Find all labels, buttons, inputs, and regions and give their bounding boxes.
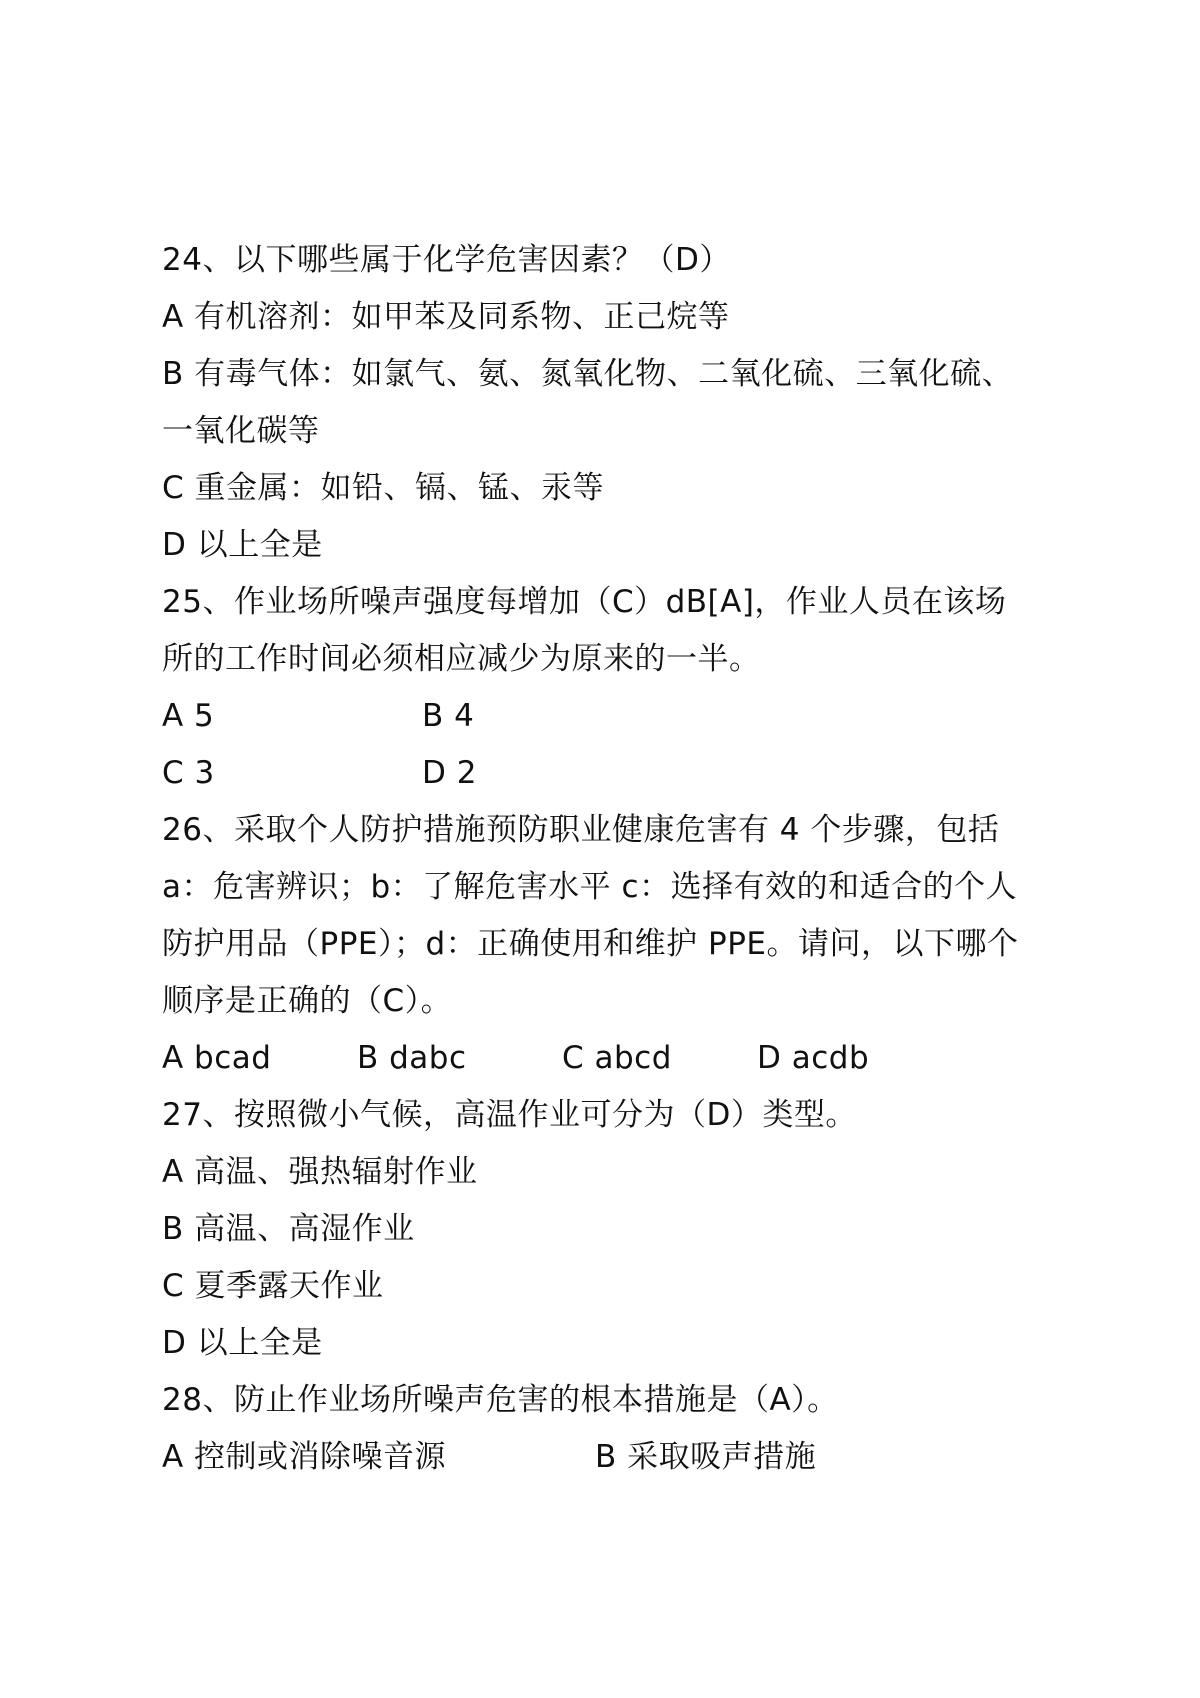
question-27 (162, 1087, 1062, 1372)
question-stem-continued: 防护用品（PPE）；d：正确使用和维护 PPE。请问，以下哪个 (162, 926, 1019, 962)
question-stem: 28、防止作业场所噪声危害的根本措施是（A）。 (162, 1382, 839, 1418)
option-b: B 4 (422, 698, 475, 734)
option-c: C 重金属：如铅、镉、锰、汞等 (162, 470, 604, 506)
option-a: A 控制或消除噪音源 (162, 1439, 447, 1475)
option-b: B dabc (357, 1040, 467, 1076)
option-c: C 夏季露天作业 (162, 1268, 384, 1304)
option-a: A bcad (162, 1040, 272, 1076)
question-stem: 26、采取个人防护措施预防职业健康危害有 4 个步骤，包括 (162, 812, 1000, 848)
question-28 (162, 1372, 1062, 1486)
option-b-continued: 一氧化碳等 (162, 413, 320, 449)
option-b: B 采取吸声措施 (595, 1439, 817, 1475)
option-d: D 以上全是 (162, 527, 323, 563)
option-a: A 有机溶剂：如甲苯及同系物、正己烷等 (162, 299, 730, 335)
option-a: A 5 (162, 698, 215, 734)
options-row (162, 688, 1062, 745)
question-26 (162, 802, 1062, 1087)
question-stem: 24、以下哪些属于化学危害因素？（D） (162, 242, 731, 278)
question-stem-continued: 顺序是正确的（C）。 (162, 983, 453, 1019)
option-d: D acdb (757, 1040, 870, 1076)
question-24 (162, 232, 1062, 574)
question-stem: 25、作业场所噪声强度每增加（C）dB[A]，作业人员在该场 (162, 584, 1007, 620)
question-stem-continued: 所的工作时间必须相应减少为原来的一半。 (162, 641, 761, 677)
options-row (162, 745, 1062, 802)
option-d: D 2 (422, 755, 477, 791)
document-page (162, 232, 1062, 1486)
options-row (162, 1429, 1062, 1486)
question-stem-continued: a：危害辨识；b：了解危害水平 c：选择有效的和适合的个人 (162, 869, 1018, 905)
question-25 (162, 574, 1062, 802)
options-row (162, 1030, 1062, 1087)
option-d: D 以上全是 (162, 1325, 323, 1361)
option-b: B 高温、高湿作业 (162, 1211, 415, 1247)
option-a: A 高温、强热辐射作业 (162, 1154, 478, 1190)
question-stem: 27、按照微小气候，高温作业可分为（D）类型。 (162, 1097, 857, 1133)
option-c: C abcd (562, 1040, 672, 1076)
option-c: C 3 (162, 755, 215, 791)
option-b: B 有毒气体：如氯气、氨、氮氧化物、二氧化硫、三氧化硫、 (162, 356, 1014, 392)
